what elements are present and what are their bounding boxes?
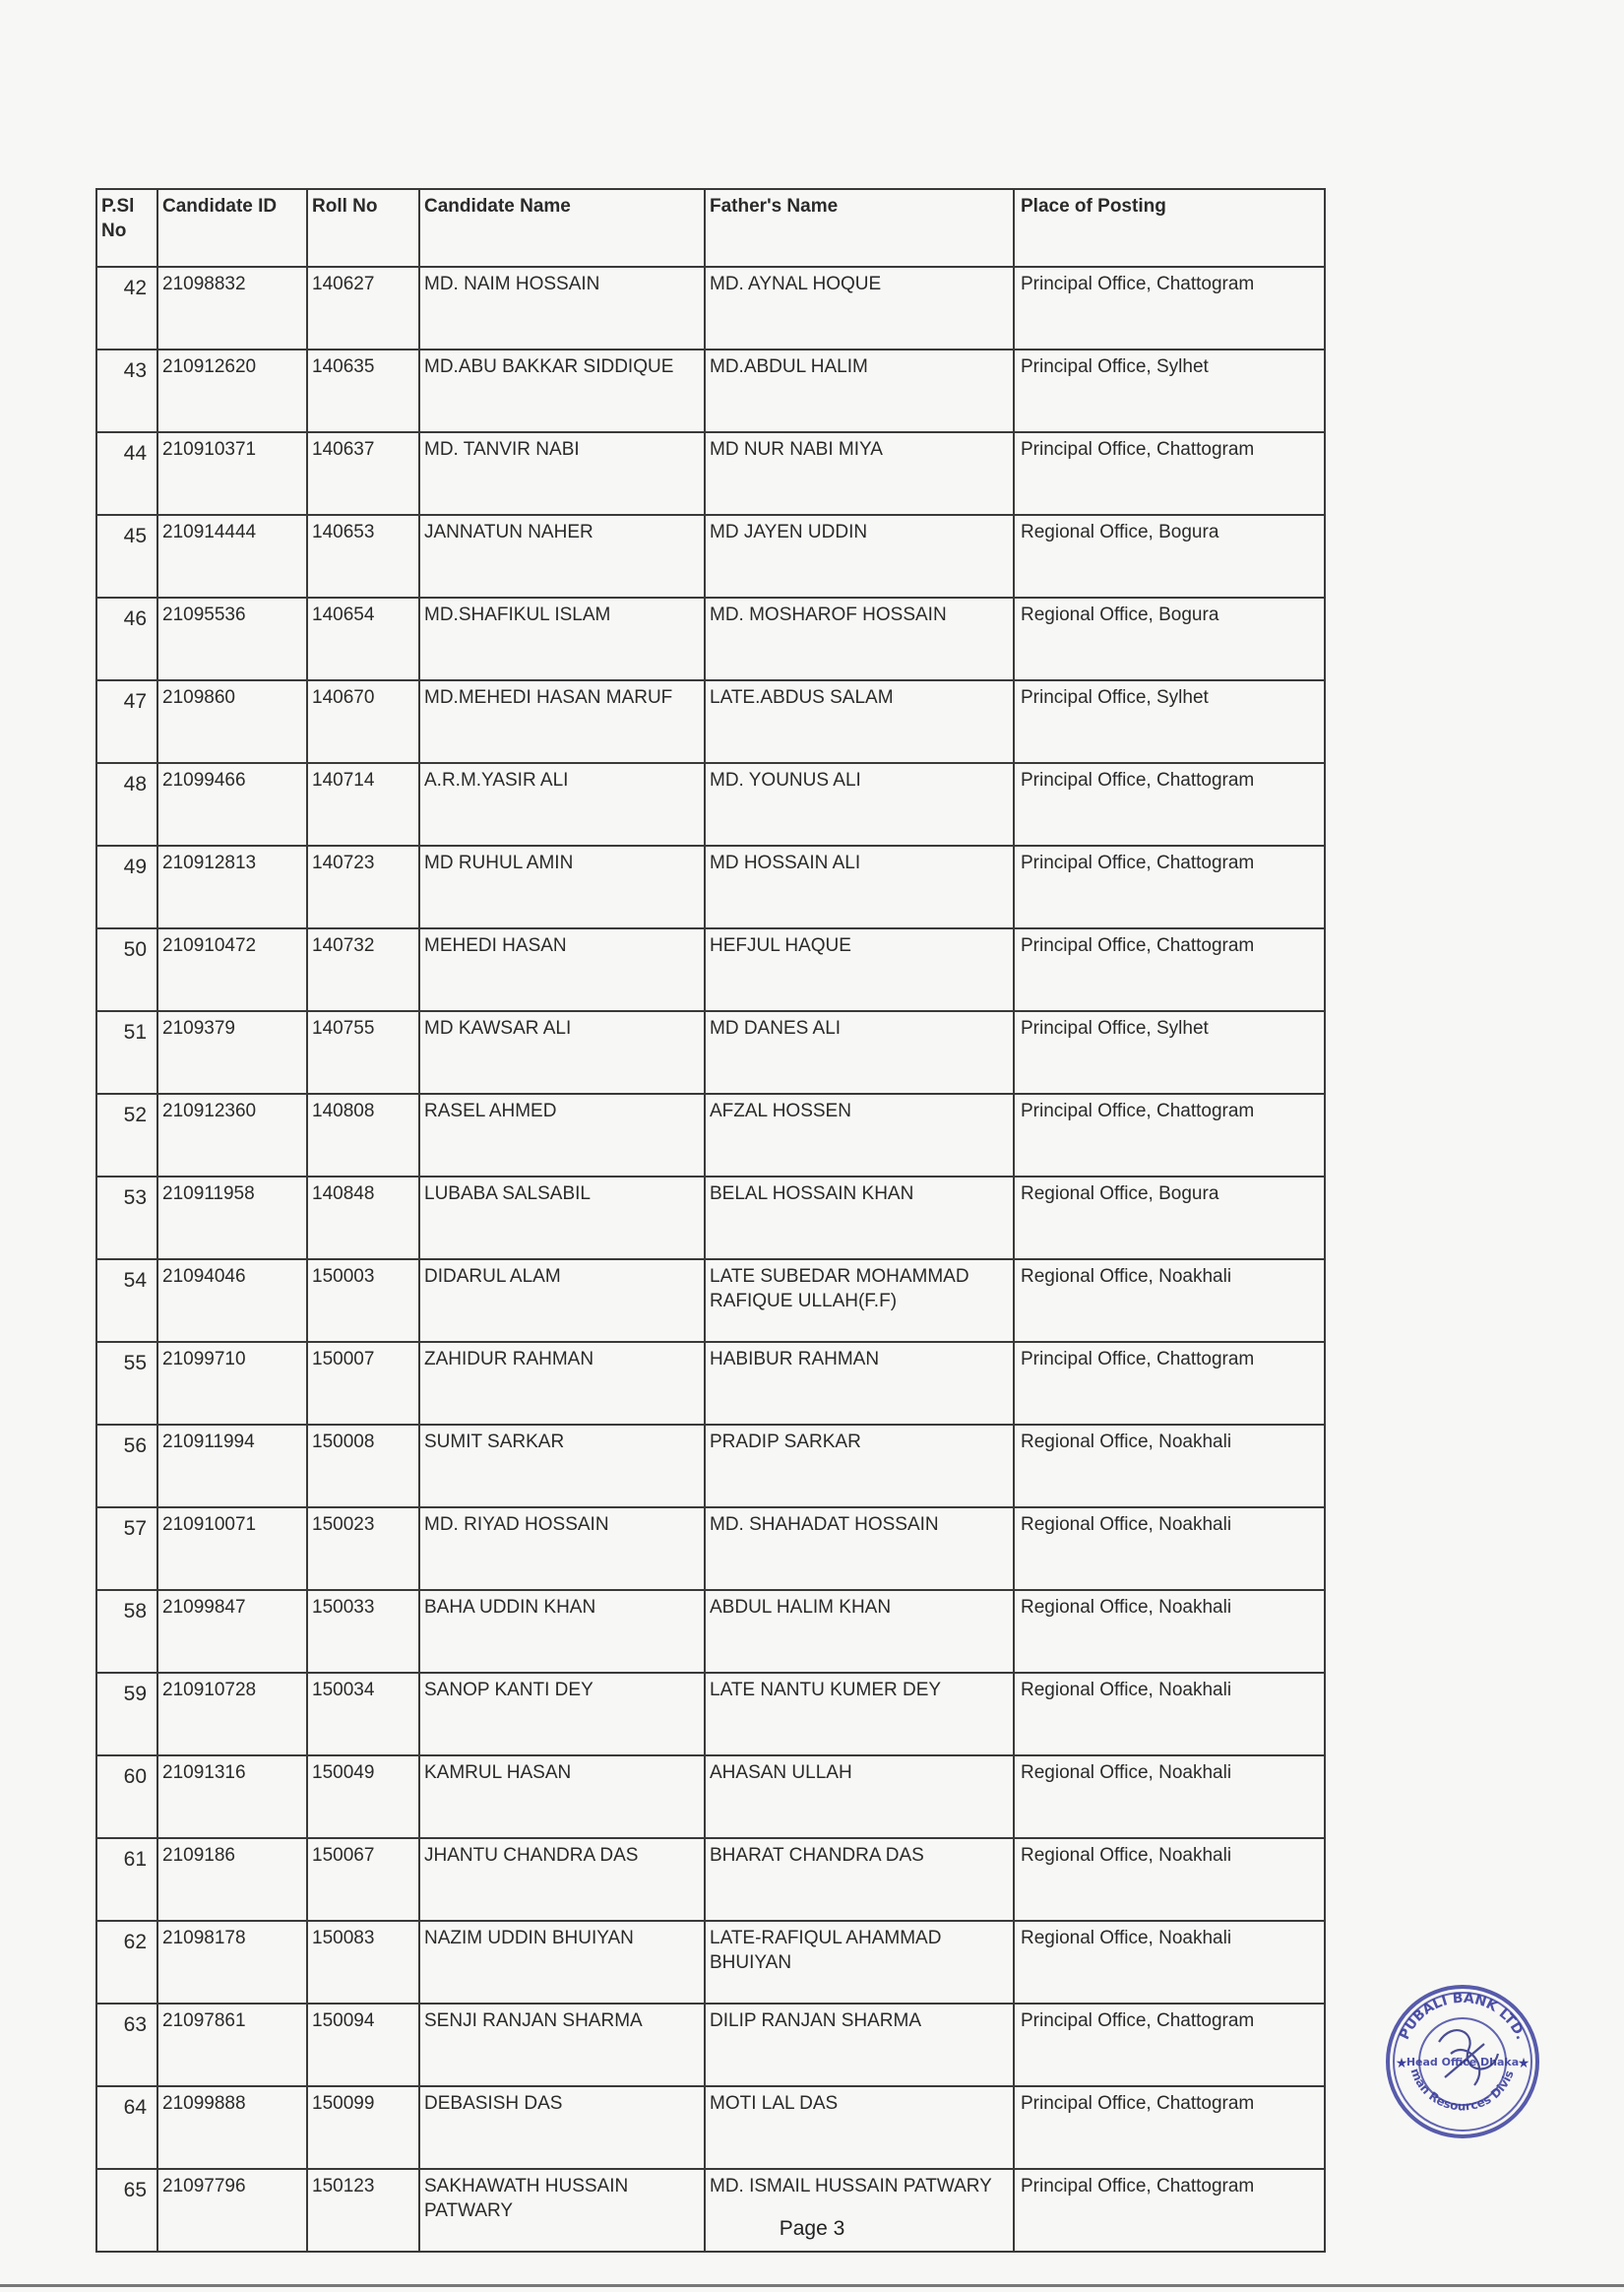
header-candidate-id: Candidate ID: [157, 189, 307, 267]
cell-roll-no: 140714: [307, 763, 419, 846]
cell-candidate-name: KAMRUL HASAN: [419, 1755, 705, 1838]
cell-fathers-name: MD JAYEN UDDIN: [705, 515, 1014, 598]
cell-candidate-id: 2109379: [157, 1011, 307, 1094]
cell-place-of-posting: Principal Office, Sylhet: [1014, 350, 1325, 432]
cell-candidate-id: 210912360: [157, 1094, 307, 1177]
cell-serial-no: 60: [96, 1755, 157, 1838]
table-header-row: [96, 189, 1325, 267]
table-row: [96, 1838, 1325, 1921]
cell-fathers-name: MOTI LAL DAS: [705, 2086, 1014, 2169]
cell-fathers-name: DILIP RANJAN SHARMA: [705, 2004, 1014, 2086]
cell-candidate-name: MEHEDI HASAN: [419, 928, 705, 1011]
cell-roll-no: 140653: [307, 515, 419, 598]
table-row: [96, 350, 1325, 432]
cell-candidate-name: DIDARUL ALAM: [419, 1259, 705, 1342]
cell-candidate-name: MD.MEHEDI HASAN MARUF: [419, 680, 705, 763]
cell-place-of-posting: Regional Office, Noakhali: [1014, 1590, 1325, 1673]
cell-place-of-posting: Principal Office, Chattogram: [1014, 2169, 1325, 2252]
table-row: [96, 267, 1325, 350]
table-row: [96, 598, 1325, 680]
table-row: [96, 1507, 1325, 1590]
cell-serial-no: 46: [96, 598, 157, 680]
cell-fathers-name: MD NUR NABI MIYA: [705, 432, 1014, 515]
cell-candidate-id: 2109860: [157, 680, 307, 763]
table-row: [96, 1673, 1325, 1755]
cell-fathers-name: BHARAT CHANDRA DAS: [705, 1838, 1014, 1921]
cell-roll-no: 140627: [307, 267, 419, 350]
cell-candidate-id: 21097796: [157, 2169, 307, 2252]
table-row: [96, 1755, 1325, 1838]
cell-place-of-posting: Regional Office, Noakhali: [1014, 1921, 1325, 2004]
cell-place-of-posting: Regional Office, Bogura: [1014, 598, 1325, 680]
cell-roll-no: 150034: [307, 1673, 419, 1755]
cell-roll-no: 140654: [307, 598, 419, 680]
cell-candidate-name: SAKHAWATH HUSSAIN PATWARY: [419, 2169, 705, 2252]
cell-roll-no: 150049: [307, 1755, 419, 1838]
cell-serial-no: 58: [96, 1590, 157, 1673]
cell-fathers-name: HEFJUL HAQUE: [705, 928, 1014, 1011]
header-serial-no: P.Sl No: [96, 189, 157, 267]
cell-serial-no: 49: [96, 846, 157, 928]
table-body: [96, 267, 1325, 2252]
cell-fathers-name: HABIBUR RAHMAN: [705, 1342, 1014, 1425]
cell-roll-no: 140637: [307, 432, 419, 515]
cell-place-of-posting: Principal Office, Chattogram: [1014, 432, 1325, 515]
table-row: [96, 1011, 1325, 1094]
table-row: [96, 680, 1325, 763]
cell-fathers-name: ABDUL HALIM KHAN: [705, 1590, 1014, 1673]
cell-serial-no: 57: [96, 1507, 157, 1590]
seal-inner-text: Head Office Dhaka: [1405, 2056, 1520, 2069]
cell-roll-no: 150008: [307, 1425, 419, 1507]
cell-serial-no: 62: [96, 1921, 157, 2004]
cell-candidate-id: 210914444: [157, 515, 307, 598]
cell-candidate-name: JHANTU CHANDRA DAS: [419, 1838, 705, 1921]
table-row: [96, 1259, 1325, 1342]
cell-fathers-name: MD. MOSHAROF HOSSAIN: [705, 598, 1014, 680]
cell-roll-no: 150083: [307, 1921, 419, 2004]
cell-roll-no: 140755: [307, 1011, 419, 1094]
cell-serial-no: 56: [96, 1425, 157, 1507]
cell-candidate-id: 210911994: [157, 1425, 307, 1507]
cell-roll-no: 140808: [307, 1094, 419, 1177]
cell-fathers-name: BELAL HOSSAIN KHAN: [705, 1177, 1014, 1259]
cell-fathers-name: AFZAL HOSSEN: [705, 1094, 1014, 1177]
cell-roll-no: 150007: [307, 1342, 419, 1425]
cell-place-of-posting: Principal Office, Chattogram: [1014, 1342, 1325, 1425]
cell-place-of-posting: Regional Office, Bogura: [1014, 1177, 1325, 1259]
cell-place-of-posting: Principal Office, Chattogram: [1014, 928, 1325, 1011]
cell-candidate-id: 21099888: [157, 2086, 307, 2169]
table-row: [96, 763, 1325, 846]
cell-place-of-posting: Regional Office, Noakhali: [1014, 1755, 1325, 1838]
cell-place-of-posting: Regional Office, Noakhali: [1014, 1838, 1325, 1921]
cell-place-of-posting: Principal Office, Chattogram: [1014, 267, 1325, 350]
cell-candidate-name: ZAHIDUR RAHMAN: [419, 1342, 705, 1425]
cell-serial-no: 51: [96, 1011, 157, 1094]
cell-place-of-posting: Regional Office, Noakhali: [1014, 1673, 1325, 1755]
cell-serial-no: 42: [96, 267, 157, 350]
cell-fathers-name: LATE.ABDUS SALAM: [705, 680, 1014, 763]
table-row: [96, 1094, 1325, 1177]
header-fathers-name: Father's Name: [705, 189, 1014, 267]
cell-candidate-id: 21098178: [157, 1921, 307, 2004]
cell-roll-no: 150033: [307, 1590, 419, 1673]
cell-serial-no: 59: [96, 1673, 157, 1755]
cell-candidate-id: 210910071: [157, 1507, 307, 1590]
cell-roll-no: 140848: [307, 1177, 419, 1259]
cell-candidate-name: SUMIT SARKAR: [419, 1425, 705, 1507]
table-row: [96, 928, 1325, 1011]
cell-candidate-id: 210910472: [157, 928, 307, 1011]
cell-fathers-name: MD.ABDUL HALIM: [705, 350, 1014, 432]
cell-roll-no: 150067: [307, 1838, 419, 1921]
cell-candidate-name: MD.ABU BAKKAR SIDDIQUE: [419, 350, 705, 432]
seal-star-left: ★: [1395, 2056, 1408, 2071]
table-row: [96, 432, 1325, 515]
cell-roll-no: 150094: [307, 2004, 419, 2086]
cell-fathers-name: MD. YOUNUS ALI: [705, 763, 1014, 846]
table-row: [96, 2004, 1325, 2086]
seal-outer-text: PUBALI BANK LTD.: [1396, 1990, 1530, 2043]
cell-place-of-posting: Principal Office, Chattogram: [1014, 763, 1325, 846]
cell-fathers-name: LATE-RAFIQUL AHAMMAD BHUIYAN: [705, 1921, 1014, 2004]
cell-candidate-id: 21094046: [157, 1259, 307, 1342]
cell-serial-no: 53: [96, 1177, 157, 1259]
cell-candidate-id: 21098832: [157, 267, 307, 350]
cell-candidate-id: 2109186: [157, 1838, 307, 1921]
header-roll-no: Roll No: [307, 189, 419, 267]
cell-fathers-name: MD DANES ALI: [705, 1011, 1014, 1094]
cell-candidate-id: 21099847: [157, 1590, 307, 1673]
cell-roll-no: 140723: [307, 846, 419, 928]
cell-place-of-posting: Principal Office, Chattogram: [1014, 2086, 1325, 2169]
cell-candidate-id: 210911958: [157, 1177, 307, 1259]
cell-candidate-name: BAHA UDDIN KHAN: [419, 1590, 705, 1673]
cell-fathers-name: MD HOSSAIN ALI: [705, 846, 1014, 928]
cell-candidate-name: JANNATUN NAHER: [419, 515, 705, 598]
table-row: [96, 515, 1325, 598]
seal-star-right: ★: [1517, 2056, 1530, 2071]
cell-candidate-name: LUBABA SALSABIL: [419, 1177, 705, 1259]
cell-serial-no: 52: [96, 1094, 157, 1177]
cell-place-of-posting: Principal Office, Sylhet: [1014, 680, 1325, 763]
cell-candidate-name: MD. RIYAD HOSSAIN: [419, 1507, 705, 1590]
cell-fathers-name: MD. ISMAIL HUSSAIN PATWARY: [705, 2169, 1014, 2252]
cell-place-of-posting: Regional Office, Noakhali: [1014, 1425, 1325, 1507]
cell-fathers-name: LATE SUBEDAR MOHAMMAD RAFIQUE ULLAH(F.F): [705, 1259, 1014, 1342]
table-row: [96, 1342, 1325, 1425]
cell-candidate-name: SENJI RANJAN SHARMA: [419, 2004, 705, 2086]
table-row: [96, 846, 1325, 928]
cell-serial-no: 64: [96, 2086, 157, 2169]
cell-place-of-posting: Principal Office, Chattogram: [1014, 846, 1325, 928]
cell-fathers-name: MD. SHAHADAT HOSSAIN: [705, 1507, 1014, 1590]
svg-text:PUBALI BANK LTD.: [1397, 1991, 1529, 2042]
cell-candidate-id: 210910371: [157, 432, 307, 515]
cell-roll-no: 140732: [307, 928, 419, 1011]
cell-candidate-id: 21099466: [157, 763, 307, 846]
cell-serial-no: 45: [96, 515, 157, 598]
cell-serial-no: 47: [96, 680, 157, 763]
page-number: Page 3: [779, 2217, 845, 2240]
cell-fathers-name: MD. AYNAL HOQUE: [705, 267, 1014, 350]
cell-place-of-posting: Regional Office, Noakhali: [1014, 1259, 1325, 1342]
cell-fathers-name: AHASAN ULLAH: [705, 1755, 1014, 1838]
candidate-posting-table: [95, 188, 1326, 2253]
cell-candidate-name: MD. TANVIR NABI: [419, 432, 705, 515]
cell-roll-no: 140670: [307, 680, 419, 763]
cell-candidate-name: MD.SHAFIKUL ISLAM: [419, 598, 705, 680]
cell-candidate-name: MD. NAIM HOSSAIN: [419, 267, 705, 350]
cell-serial-no: 43: [96, 350, 157, 432]
seal-icon: [1382, 1981, 1543, 2142]
cell-candidate-name: RASEL AHMED: [419, 1094, 705, 1177]
cell-serial-no: 54: [96, 1259, 157, 1342]
cell-candidate-name: SANOP KANTI DEY: [419, 1673, 705, 1755]
cell-candidate-id: 21091316: [157, 1755, 307, 1838]
header-place-of-posting: Place of Posting: [1014, 189, 1325, 267]
cell-candidate-name: MD RUHUL AMIN: [419, 846, 705, 928]
seal-lower-text: man Resources Divis: [1407, 2066, 1517, 2114]
cell-fathers-name: LATE NANTU KUMER DEY: [705, 1673, 1014, 1755]
cell-candidate-name: MD KAWSAR ALI: [419, 1011, 705, 1094]
cell-serial-no: 63: [96, 2004, 157, 2086]
cell-candidate-id: 21099710: [157, 1342, 307, 1425]
cell-fathers-name: PRADIP SARKAR: [705, 1425, 1014, 1507]
cell-roll-no: 150099: [307, 2086, 419, 2169]
cell-serial-no: 48: [96, 763, 157, 846]
cell-roll-no: 150123: [307, 2169, 419, 2252]
cell-place-of-posting: Regional Office, Bogura: [1014, 515, 1325, 598]
cell-candidate-name: A.R.M.YASIR ALI: [419, 763, 705, 846]
cell-serial-no: 50: [96, 928, 157, 1011]
cell-candidate-id: 21095536: [157, 598, 307, 680]
cell-place-of-posting: Principal Office, Chattogram: [1014, 2004, 1325, 2086]
cell-roll-no: 150003: [307, 1259, 419, 1342]
cell-place-of-posting: Principal Office, Sylhet: [1014, 1011, 1325, 1094]
cell-candidate-id: 21097861: [157, 2004, 307, 2086]
cell-serial-no: 44: [96, 432, 157, 515]
cell-roll-no: 140635: [307, 350, 419, 432]
cell-serial-no: 61: [96, 1838, 157, 1921]
table-row: [96, 1590, 1325, 1673]
cell-candidate-name: NAZIM UDDIN BHUIYAN: [419, 1921, 705, 2004]
table-row: [96, 1425, 1325, 1507]
cell-candidate-name: DEBASISH DAS: [419, 2086, 705, 2169]
table-row: [96, 1177, 1325, 1259]
cell-candidate-id: 210912813: [157, 846, 307, 928]
cell-candidate-id: 210910728: [157, 1673, 307, 1755]
table-row: [96, 2086, 1325, 2169]
cell-place-of-posting: Principal Office, Chattogram: [1014, 1094, 1325, 1177]
cell-serial-no: 55: [96, 1342, 157, 1425]
cell-serial-no: 65: [96, 2169, 157, 2252]
bank-seal-stamp: [1382, 1981, 1543, 2142]
bottom-edge-rule: [0, 2284, 1624, 2287]
cell-place-of-posting: Regional Office, Noakhali: [1014, 1507, 1325, 1590]
cell-roll-no: 150023: [307, 1507, 419, 1590]
header-candidate-name: Candidate Name: [419, 189, 705, 267]
table-row: [96, 1921, 1325, 2004]
cell-candidate-id: 210912620: [157, 350, 307, 432]
